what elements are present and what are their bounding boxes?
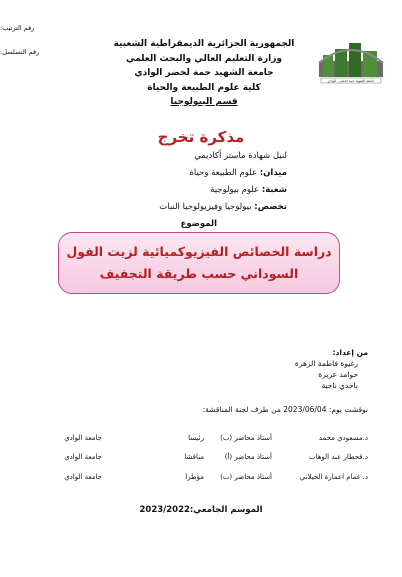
academic-season: الموسم الجامعي:2023/2022 (139, 505, 263, 515)
svg-text:جامعة الشهيد حمة لخضر - الوادي: جامعة الشهيد حمة لخضر - الوادي (327, 79, 375, 83)
specialty-label: تخصص: (254, 202, 287, 212)
degree-block (159, 148, 287, 233)
jury-institution: جامعة الوادي (64, 453, 102, 461)
subject-line-2: السوداني حسب طريقة التجفيف (99, 266, 299, 281)
subject-banner (58, 232, 340, 294)
branch-label: شعبة: (261, 185, 287, 195)
republic-line: الجمهورية الجزائرية الديمقراطية الشعبية (113, 39, 295, 49)
jury-row (0, 453, 402, 469)
jury-institution: جامعة الوادي (64, 434, 102, 442)
field-value: علوم الطبيعة وحياة (189, 168, 258, 178)
university-logo-icon (317, 33, 385, 85)
author-name: رغيوة فاطمة الزهرة (294, 359, 358, 368)
degree-text: لنيل شهادة ماستر أكاديمي (194, 151, 287, 161)
memo-title: مذكرة تخرج (157, 128, 245, 146)
author-name: حوامد عزيزة (318, 370, 358, 379)
jury-role: رئيسا (188, 434, 204, 442)
jury-row (0, 473, 402, 489)
jury-name: د.قحطار عبد الوهاب (309, 453, 368, 461)
university-line: جامعة الشهيد حمة لخضر الوادي (134, 68, 274, 78)
serial-number-label: رقم التسلسل: (0, 48, 40, 56)
institution-header (104, 37, 304, 110)
field-label: ميدان: (259, 168, 287, 178)
author-name: باحدي ناجية (321, 381, 358, 390)
specialty-row (159, 199, 287, 216)
jury-role: مناقشا (184, 453, 204, 461)
authors-label: من إعداد: (332, 348, 368, 357)
jury-row (0, 434, 402, 450)
field-row (159, 165, 287, 182)
branch-row (159, 182, 287, 199)
jury-rank: أستاذ محاضر (ب) (220, 434, 272, 442)
ministry-line: وزارة التعليم العالي والبحث العلمي (125, 53, 283, 64)
reference-block (0, 16, 100, 64)
order-number-label: رقم الترتيب: (0, 24, 35, 32)
jury-rank: أستاذ محاضر (أ) (224, 453, 272, 461)
faculty-line: كلية علوم الطبيعة والحياة (147, 82, 261, 93)
jury-name: د. غمام اعمارة الجيلاني (299, 473, 368, 481)
specialty-value: بيولوجيا وفيزيولوجيا النبات (159, 202, 252, 212)
jury-rank: أستاذ محاضر (ب) (220, 473, 272, 481)
jury-institution: جامعة الوادي (64, 473, 102, 481)
branch-value: علوم بيولوجية (210, 185, 260, 195)
subject-line-1: دراسة الخصائص الفيزيوكميائية لزيت الفول (66, 244, 332, 259)
jury-role: مؤطرا (185, 473, 204, 481)
department-line: قسم البيولوجيا (170, 97, 238, 107)
jury-name: د.مسعودي محمد (318, 434, 368, 442)
authors-block (295, 347, 368, 391)
subject-label: الموضوع (180, 219, 217, 229)
defense-date: نوقشت يوم: 2023/06/04 من طرف لجنة المناقشة: (202, 405, 368, 414)
